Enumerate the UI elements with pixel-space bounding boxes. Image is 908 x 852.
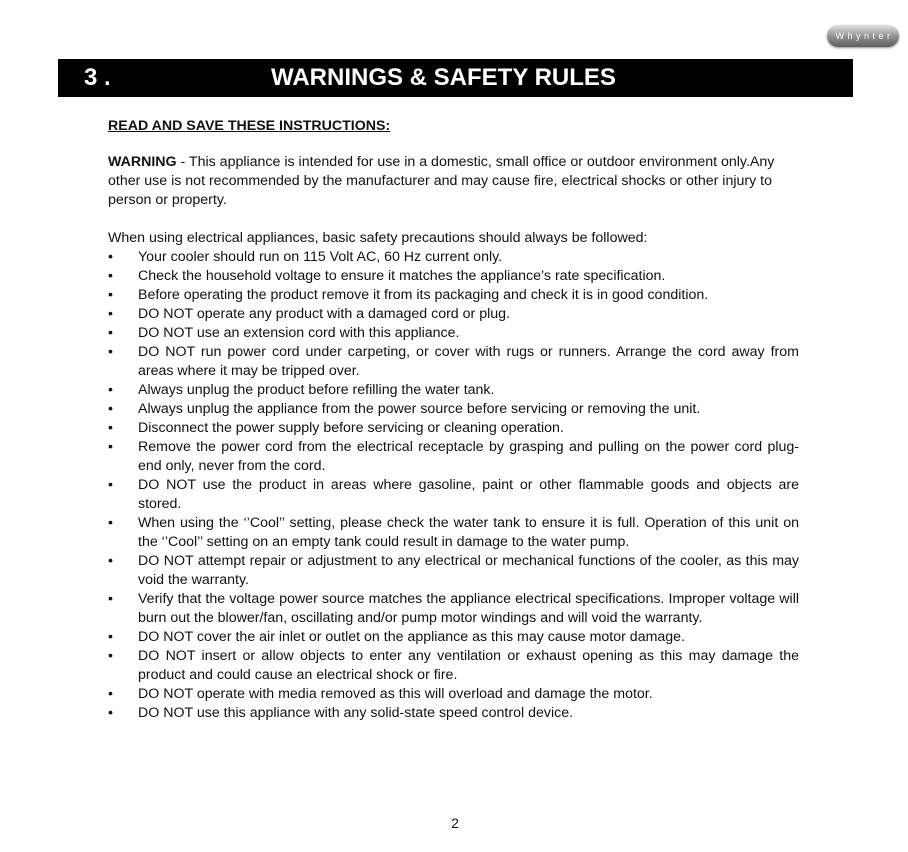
safety-rule-text: Your cooler should run on 115 Volt AC, 60 Hz current only. (138, 249, 503, 265)
safety-rule-item (108, 343, 799, 381)
bullet-icon: • (108, 591, 113, 607)
safety-rule-text: Remove the power cord from the electrical receptacle by grasping and pulling on the power cord plug-end only, never from the cord. (138, 439, 799, 474)
safety-rule-item (108, 685, 799, 704)
safety-rule-text: DO NOT run power cord under carpeting, or cover with rugs or runners. Arrange the cord away from areas where it may be tripped over. (138, 344, 799, 379)
bullet-icon: • (108, 515, 113, 531)
instructions-heading: READ AND SAVE THESE INSTRUCTIONS: (108, 118, 391, 134)
safety-rule-text: DO NOT operate any product with a damaged cord or plug. (138, 306, 510, 322)
safety-rule-text: DO NOT use an extension cord with this appliance. (138, 325, 460, 341)
safety-rule-item (108, 324, 799, 343)
brand-logo-text: Whynter (835, 31, 894, 41)
safety-rule-item (108, 248, 799, 267)
safety-rule-text: DO NOT insert or allow objects to enter any ventilation or exhaust opening as this may damage the product and could cause an electrical shock or fire. (138, 648, 799, 683)
safety-rule-item (108, 381, 799, 400)
safety-rule-text: When using the ‘’Cool’’ setting, please check the water tank to ensure it is full. Operation of this unit on the ‘’Cool’’ setting on an empty tank could result in damage to the water pump. (138, 515, 799, 550)
safety-rule-item (108, 286, 799, 305)
safety-rule-text: DO NOT use the product in areas where gasoline, paint or other flammable goods and objects are stored. (138, 477, 799, 512)
section-header-bar (58, 59, 853, 97)
safety-rules-list (108, 248, 799, 723)
safety-rule-item (108, 628, 799, 647)
safety-rule-text: DO NOT attempt repair or adjustment to any electrical or mechanical functions of the cooler, as this may void the warranty. (138, 553, 799, 588)
safety-rule-item (108, 267, 799, 286)
safety-rule-item (108, 704, 799, 723)
bullet-icon: • (108, 382, 113, 398)
safety-rule-item (108, 590, 799, 628)
bullet-icon: • (108, 249, 113, 265)
safety-intro: When using electrical appliances, basic safety precautions should always be followed: (108, 230, 648, 246)
safety-rule-item (108, 400, 799, 419)
safety-rule-item (108, 438, 799, 476)
bullet-icon: • (108, 705, 113, 721)
safety-rule-text: Before operating the product remove it from its packaging and check it is in good condition. (138, 287, 709, 303)
bullet-icon: • (108, 287, 113, 303)
bullet-icon: • (108, 439, 113, 455)
bullet-icon: • (108, 648, 113, 664)
document-body (108, 118, 799, 723)
warning-label: WARNING (108, 154, 177, 170)
safety-rule-text: DO NOT use this appliance with any solid-state speed control device. (138, 705, 574, 721)
safety-rule-text: Check the household voltage to ensure it matches the appliance’s rate specification. (138, 268, 666, 284)
bullet-icon: • (108, 629, 113, 645)
warning-paragraph (108, 153, 799, 210)
bullet-icon: • (108, 686, 113, 702)
bullet-icon: • (108, 401, 113, 417)
safety-rule-text: DO NOT operate with media removed as this will overload and damage the motor. (138, 686, 653, 702)
section-title: WARNINGS & SAFETY RULES (271, 64, 616, 91)
safety-rule-item (108, 419, 799, 438)
warning-text: - This appliance is intended for use in a domestic, small office or outdoor environment only.Any other use is not recommended by the manufacturer and may cause fire, electrical shocks or other injury to person or property. (108, 154, 775, 208)
safety-rule-item (108, 476, 799, 514)
safety-rule-item (108, 305, 799, 324)
bullet-icon: • (108, 268, 113, 284)
safety-rule-text: Always unplug the appliance from the power source before servicing or removing the unit. (138, 401, 701, 417)
bullet-icon: • (108, 325, 113, 341)
bullet-icon: • (108, 477, 113, 493)
safety-rule-text: Verify that the voltage power source matches the appliance electrical specifications. Improper voltage will burn out the blower/fan, oscillating and/or pump motor windings and will void the warranty. (138, 591, 799, 626)
bullet-icon: • (108, 553, 113, 569)
safety-rule-item (108, 552, 799, 590)
bullet-icon: • (108, 344, 113, 360)
safety-rule-text: Always unplug the product before refilling the water tank. (138, 382, 495, 398)
safety-rule-text: Disconnect the power supply before servicing or cleaning operation. (138, 420, 564, 436)
bullet-icon: • (108, 420, 113, 436)
brand-logo (827, 25, 899, 47)
page-number: 2 (451, 815, 459, 831)
safety-rule-item (108, 647, 799, 685)
section-number: 3 . (84, 64, 111, 91)
safety-rule-text: DO NOT cover the air inlet or outlet on the appliance as this may cause motor damage. (138, 629, 686, 645)
safety-rule-item (108, 514, 799, 552)
bullet-icon: • (108, 306, 113, 322)
